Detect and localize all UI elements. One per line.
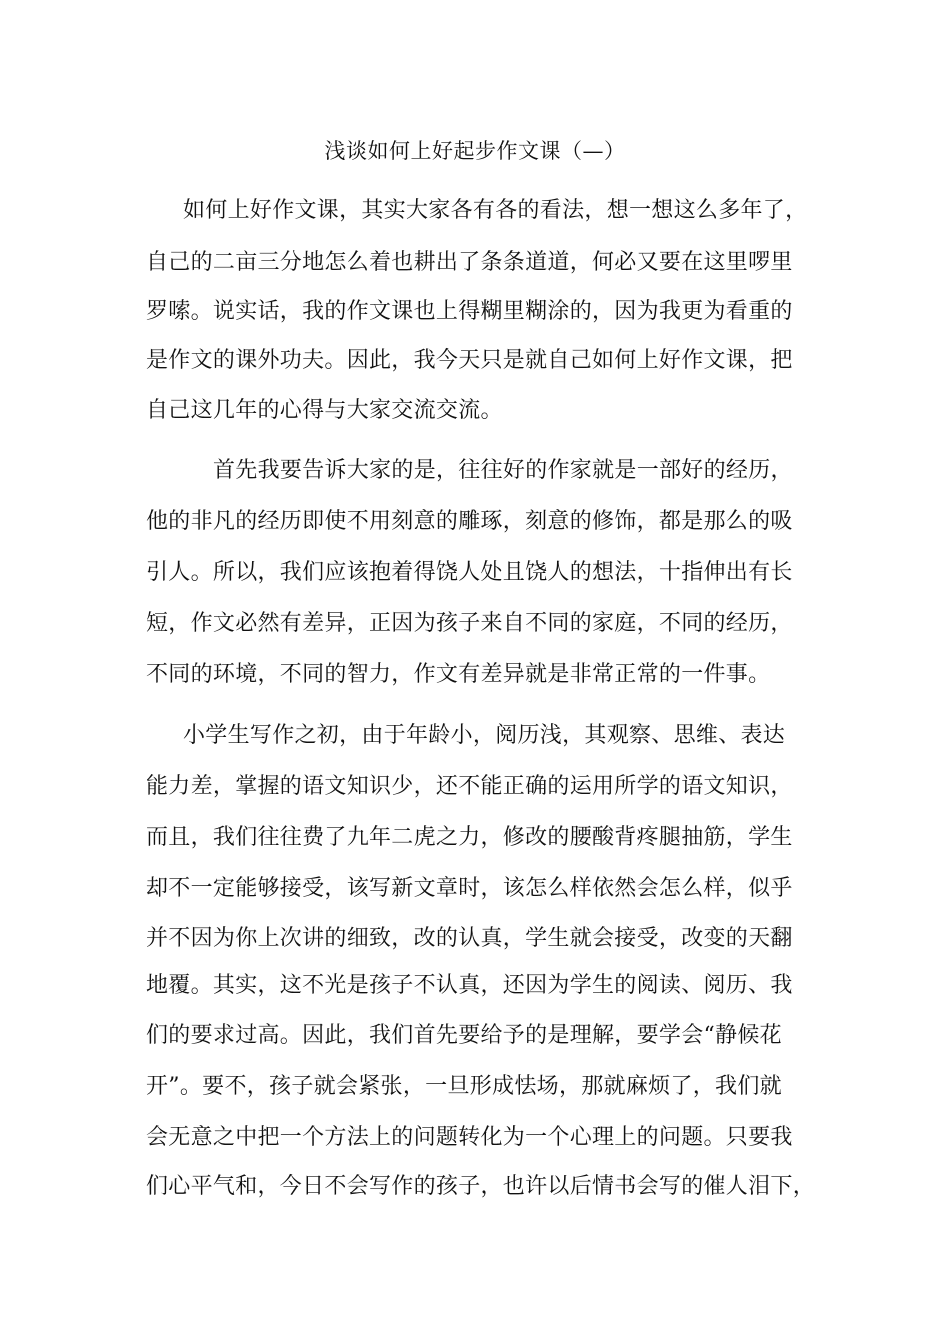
paragraph-2-line-3: 引人。所以，我们应该抱着得饶人处且饶人的想法，十指伸出有长 — [146, 560, 793, 585]
paragraph-1-line-3: 罗嗦。说实话，我的作文课也上得糊里糊涂的，因为我更为看重的 — [146, 299, 793, 324]
paragraph-1-line-4: 是作文的课外功夫。因此，我今天只是就自己如何上好作文课，把 — [146, 348, 793, 373]
paragraph-3-line-7: 们的要求过高。因此，我们首先要给予的是理解，要学会“静候花 — [146, 1023, 782, 1048]
paragraph-2-line-2: 他的非凡的经历即使不用刻意的雕琢，刻意的修饰，都是那么的吸 — [146, 509, 793, 534]
paragraph-3-line-5: 并不因为你上次讲的细致，改的认真，学生就会接受，改变的天翻 — [146, 926, 793, 951]
paragraph-2-line-1: 首先我要告诉大家的是，往往好的作家就是一部好的经历， — [213, 458, 793, 483]
paragraph-2-line-5: 不同的环境，不同的智力，作文有差异就是非常正常的一件事。 — [146, 662, 771, 687]
paragraph-3-line-8: 开”。要不，孩子就会紧张，一旦形成怯场，那就麻烦了，我们就 — [146, 1074, 782, 1099]
paragraph-3-line-9: 会无意之中把一个方法上的问题转化为一个心理上的问题。只要我 — [146, 1125, 793, 1150]
paragraph-3-line-2: 能力差，掌握的语文知识少，还不能正确的运用所学的语文知识， — [146, 774, 793, 799]
paragraph-3-line-3: 而且，我们往往费了九年二虎之力，修改的腰酸背疼腿抽筋，学生 — [146, 825, 793, 850]
paragraph-2-line-4: 短，作文必然有差异，正因为孩子来自不同的家庭，不同的经历， — [146, 611, 793, 636]
paragraph-1-line-1: 如何上好作文课，其实大家各有各的看法，想一想这么多年了， — [183, 198, 808, 223]
paragraph-1-line-2: 自己的二亩三分地怎么着也耕出了条条道道，何必又要在这里啰里 — [146, 250, 793, 275]
document-title: 浅谈如何上好起步作文课（—） — [324, 139, 626, 163]
paragraph-3-line-6: 地覆。其实，这不光是孩子不认真，还因为学生的阅读、阅历、我 — [146, 973, 793, 998]
paragraph-3-line-1: 小学生写作之初，由于年龄小，阅历浅，其观察、思维、表达 — [183, 723, 786, 748]
paragraph-3-line-10: 们心平气和，今日不会写作的孩子，也许以后情书会写的催人泪下， — [146, 1174, 816, 1199]
paragraph-1-line-5: 自己这几年的心得与大家交流交流。 — [146, 398, 503, 423]
paragraph-3-line-4: 却不一定能够接受，该写新文章时，该怎么样依然会怎么样，似乎 — [146, 876, 793, 901]
